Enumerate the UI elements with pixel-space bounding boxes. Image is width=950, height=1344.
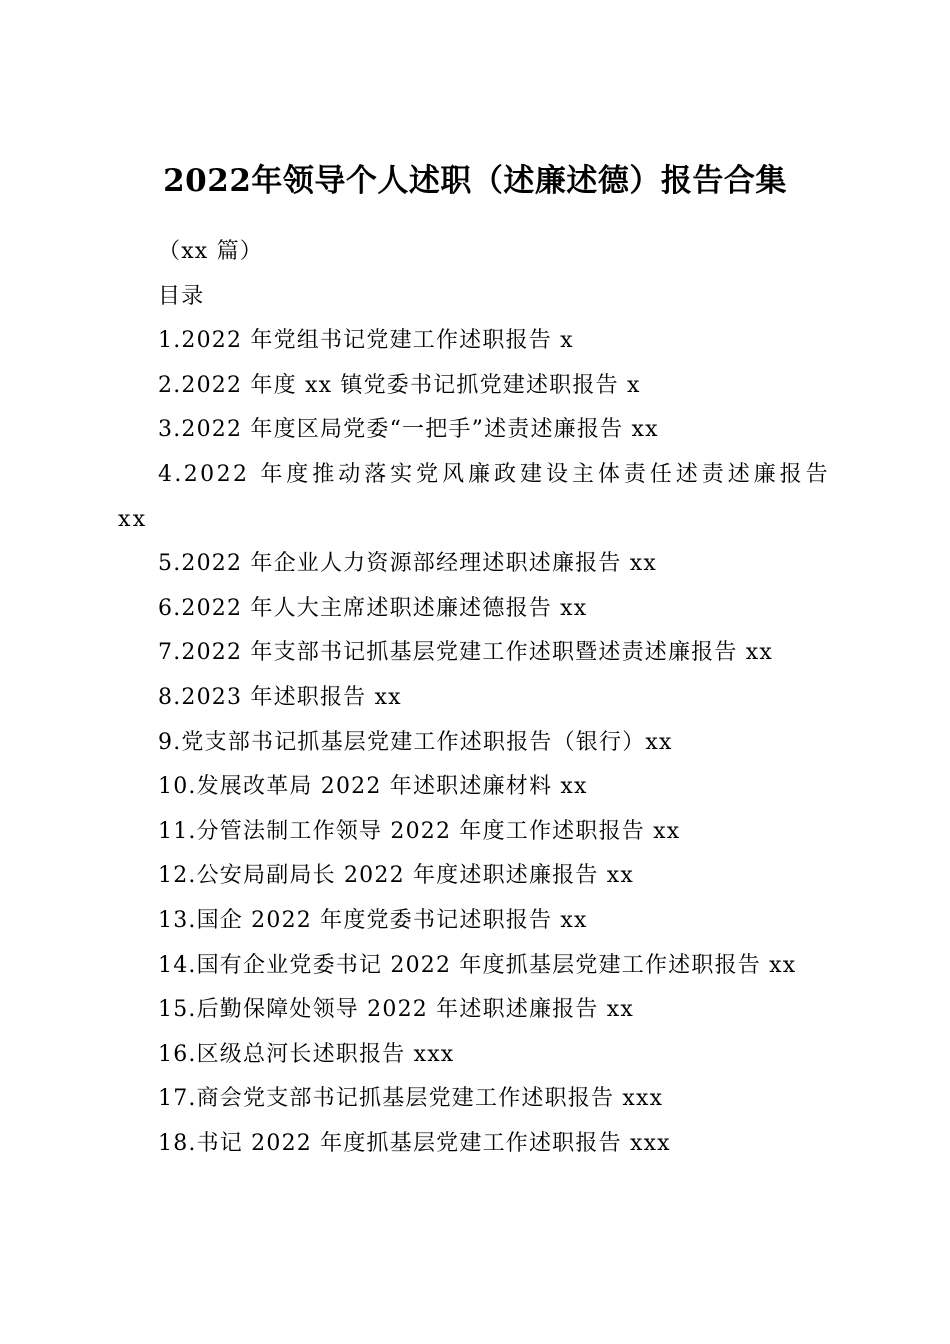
document-body xyxy=(118,230,830,1166)
toc-item: 14.国有企业党委书记 2022 年度抓基层党建工作述职报告 xx xyxy=(158,952,797,978)
toc-item: 10.发展改革局 2022 年述职述廉材料 xx xyxy=(158,774,588,800)
table-of-contents xyxy=(118,319,830,1166)
toc-item: 2.2022 年度 xx 镇党委书记抓党建述职报告 x xyxy=(158,372,641,398)
toc-item: 1.2022 年党组书记党建工作述职报告 x xyxy=(158,328,574,354)
toc-item: 13.国企 2022 年度党委书记述职报告 xx xyxy=(158,907,588,933)
toc-item: 4.2022 年度推动落实党风廉政建设主体责任述责述廉报告 xx xyxy=(118,461,830,532)
toc-item: 3.2022 年度区局党委“一把手”述责述廉报告 xx xyxy=(158,417,659,443)
toc-item: 12.公安局副局长 2022 年度述职述廉报告 xx xyxy=(158,863,634,889)
toc-item: 17.商会党支部书记抓基层党建工作述职报告 xxx xyxy=(158,1086,664,1112)
toc-item: 16.区级总河长述职报告 xxx xyxy=(158,1041,455,1067)
article-count-note: （xx 篇） xyxy=(158,239,264,264)
toc-item: 5.2022 年企业人力资源部经理述职述廉报告 xx xyxy=(158,551,657,577)
toc-item: 15.后勤保障处领导 2022 年述职述廉报告 xx xyxy=(158,997,634,1023)
toc-item: 18.书记 2022 年度抓基层党建工作述职报告 xxx xyxy=(158,1130,671,1156)
toc-item: 9.党支部书记抓基层党建工作述职报告（银行）xx xyxy=(158,729,673,755)
document-title: 2022年领导个人述职（述廉述德）报告合集 xyxy=(163,162,787,199)
toc-item: 8.2023 年述职报告 xx xyxy=(158,684,402,710)
toc-item: 11.分管法制工作领导 2022 年度工作述职报告 xx xyxy=(158,818,681,844)
toc-item: 6.2022 年人大主席述职述廉述德报告 xx xyxy=(158,595,588,621)
toc-item: 7.2022 年支部书记抓基层党建工作述职暨述责述廉报告 xx xyxy=(158,640,773,666)
toc-heading: 目录 xyxy=(158,283,205,309)
